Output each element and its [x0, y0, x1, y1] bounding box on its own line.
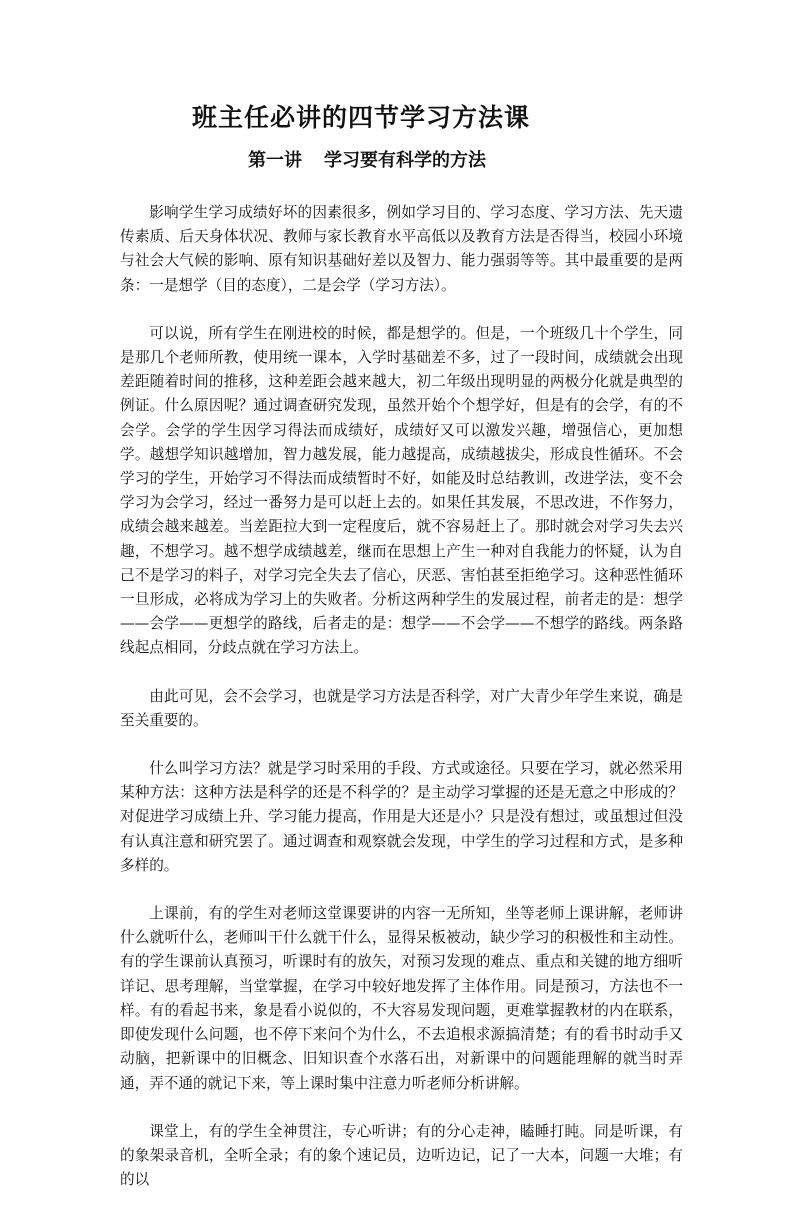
document-title: 班主任必讲的四节学习方法课: [192, 103, 531, 132]
paragraph-1: 影响学生学习成绩好坏的因素很多，例如学习目的、学习态度、学习方法、先天遗传素质、后天身体状况、教师与家长教育水平高低以及教育方法是否得当，校园小环境与社会大气候的影响、原有知识基础好差以及智力、能力强弱等等。其中最重要的是两条：一是想学（目的态度），二是会学（学习方法）。: [120, 204, 683, 294]
lecture-topic: 学习要有科学的方法: [324, 150, 486, 171]
document-body: [120, 201, 683, 1216]
paragraph-3: 由此可见，会不会学习，也就是学习方法是否科学，对广大青少年学生来说，确是至关重要的。: [120, 687, 683, 729]
paragraph-2: 可以说，所有学生在刚进校的时候，都是想学的。但是，一个班级几十个学生，同是那几个老师所教，使用统一课本，入学时基础差不多，过了一段时间，成绩就会出现差距随着时间的推移，这种差距会越来越大，初二年级出现明显的两极分化就是典型的例证。什么原因呢？通过调查研究发现，虽然开始个个想学好，但是有的会学，有的不会学。会学的学生因学习得法而成绩好，成绩好又可以激发兴趣，增强信心，更加想学。越想学知识越增加，智力越发展，能力越提高，成绩越拔尖，形成良性循环。不会学习的学生，开始学习不得法而成绩暂时不好，如能及时总结教训，改进学法，变不会学习为会学习，经过一番努力是可以赶上去的。如果任其发展，不思改进，不作努力，成绩会越来越差。当差距拉大到一定程度后，就不容易赶上了。那时就会对学习失去兴趣，不想学习。越不想学成绩越差，继而在思想上产生一种对自我能力的怀疑，认为自己不是学习的料子，对学习完全失去了信心，厌恶、害怕甚至拒绝学习。这种恶性循环一旦形成，必将成为学习上的失败者。分析这两种学生的发展过程，前者走的是：想学——会学——更想学的路线，后者走的是：想学——不会学——不想学的路线。两条路线起点相同，分歧点就在学习方法上。: [120, 324, 683, 657]
lecture-number: 第一讲: [248, 150, 302, 171]
paragraph-6: 课堂上，有的学生全神贯注，专心听讲；有的分心走神，瞌睡打盹。同是听课，有的象架录音机，全听全录；有的象个速记员，边听边记，记了一大本，问题一大堆；有的以: [120, 1122, 683, 1189]
paragraph-5: 上课前，有的学生对老师这堂课要讲的内容一无所知，坐等老师上课讲解，老师讲什么就听什么，老师叫干什么就干什么，显得呆板被动，缺少学习的积极性和主动性。有的学生课前认真预习，听课时有的放矢，对预习发现的难点、重点和关键的地方细听详记、思考理解，当堂掌握，在学习中较好地发挥了主体作用。同是预习，方法也不一样。有的看起书来，象是看小说似的，不大容易发现问题，更难掌握教材的内在联系，即使发现什么问题，也不停下来问个为什么，不去追根求源搞清楚；有的看书时动手又动脑，把新课中的旧概念、旧知识查个水落石出，对新课中的问题能理解的就当时弄通，弄不通的就记下来，等上课时集中注意力听老师分析讲解。: [120, 905, 683, 1092]
paragraph-4: 什么叫学习方法？就是学习时采用的手段、方式或途径。只要在学习，就必然采用某种方法：这种方法是科学的还是不科学的？是主动学习掌握的还是无意之中形成的？对促进学习成绩上升、学习能力提高，作用是大还是小？只是没有想过，或虽想过但没有认真注意和研究罢了。通过调查和观察就会发现，中学生的学习过程和方式，是多种多样的。: [120, 760, 683, 874]
lecture-heading: [248, 147, 486, 175]
